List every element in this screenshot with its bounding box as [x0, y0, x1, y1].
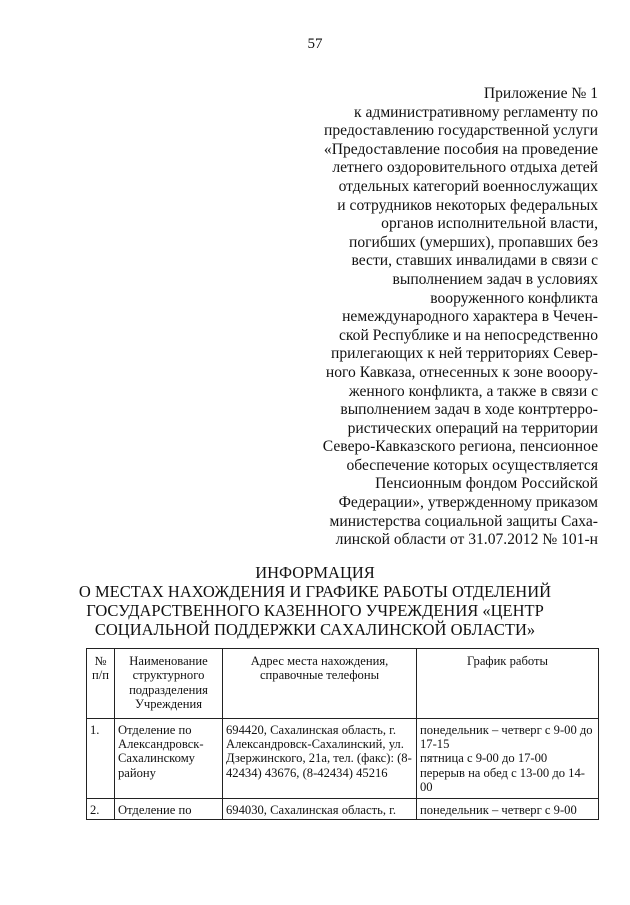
appendix-line: ристических операций на территории — [347, 419, 598, 437]
schedule-line: понедельник – четверг с 9-00 — [420, 802, 577, 817]
appendix-line: к административному регламенту по — [353, 103, 598, 121]
row-address: 694420, Сахалинская область, г. Александровск-Сахалинский, ул. Дзержинского, 21а, тел. (факс): (8-42434) 43676, (8-42434) 45216 — [223, 718, 417, 798]
appendix-line: ного Кавказа, отнесенных к зоне вооору- — [325, 363, 598, 381]
appendix-line: выполнением задач в условиях — [392, 270, 598, 288]
appendix-line: женного конфликта, а также в связи с — [348, 382, 598, 400]
row-schedule — [417, 798, 599, 819]
appendix-line: предоставлению государственной услуги — [324, 122, 598, 140]
appendix-line: Федерации», утвержденному приказом — [338, 494, 598, 512]
header-name: Наименование структурного подразделения Учреждения — [115, 649, 223, 719]
header-schedule: График работы — [417, 649, 599, 719]
appendix-line: немеждународного характера в Чечен- — [342, 308, 598, 326]
row-num: 2. — [87, 798, 115, 819]
row-schedule — [417, 718, 599, 798]
appendix-line: и сотрудников некоторых федеральных — [337, 196, 598, 214]
appendix-title: Приложение № 1 — [483, 85, 598, 102]
appendix-line: обеспечение которых осуществляется — [346, 456, 598, 474]
header-address: Адрес места нахождения, справочные телефоны — [223, 649, 417, 719]
appendix-line: вести, ставших инвалидами в связи с — [351, 252, 598, 270]
appendix-block — [290, 85, 598, 550]
offices-table — [86, 648, 599, 820]
appendix-line: отдельных категорий военнослужащих — [338, 177, 598, 195]
row-address: 694030, Сахалинская область, г. — [223, 798, 417, 819]
info-heading — [0, 563, 630, 639]
schedule-line: пятница с 9-00 до 17-00 — [420, 751, 548, 766]
table-row — [87, 798, 599, 819]
heading-line: СОЦИАЛЬНОЙ ПОДДЕРЖКИ САХАЛИНСКОЙ ОБЛАСТИ» — [94, 620, 536, 639]
appendix-line: летнего оздоровительного отдыха детей — [332, 159, 598, 177]
appendix-line: ской Республике и на непосредственно — [338, 326, 598, 344]
heading-line: О МЕСТАХ НАХОЖДЕНИЯ И ГРАФИКЕ РАБОТЫ ОТДЕЛЕНИЙ — [78, 582, 552, 601]
appendix-line: вооруженного конфликта — [430, 289, 598, 307]
appendix-line: выполнением задач в ходе контртерро- — [340, 401, 598, 419]
table-header-row — [87, 649, 599, 719]
appendix-line: органов исполнительной власти, — [381, 215, 598, 233]
schedule-line: понедельник – четверг с 9-00 до 17-15 — [420, 722, 593, 752]
appendix-line: линской области от 31.07.2012 № 101-н — [335, 531, 598, 549]
row-name: Отделение по Александровск-Сахалинскому району — [115, 718, 223, 798]
heading-line: ГОСУДАРСТВЕННОГО КАЗЕННОГО УЧРЕЖДЕНИЯ «ЦЕНТР — [86, 601, 544, 620]
appendix-line: погибших (умерших), пропавших без — [349, 233, 598, 251]
table-row — [87, 718, 599, 798]
appendix-line: Пенсионным фондом Российской — [375, 475, 598, 493]
appendix-line: «Предоставление пособия на проведение — [323, 140, 598, 158]
heading-title: ИНФОРМАЦИЯ — [255, 563, 375, 582]
page-number: 57 — [307, 36, 323, 52]
appendix-lines — [290, 104, 598, 550]
row-num: 1. — [87, 718, 115, 798]
appendix-line: министерства социальной защиты Саха- — [329, 512, 598, 530]
appendix-line: прилегающих к ней территориях Север- — [331, 345, 598, 363]
header-num: № п/п — [87, 649, 115, 719]
appendix-line: Северо-Кавказского региона, пенсионное — [322, 438, 598, 456]
schedule-line: перерыв на обед с 13-00 до 14-00 — [420, 765, 585, 795]
row-name: Отделение по — [115, 798, 223, 819]
